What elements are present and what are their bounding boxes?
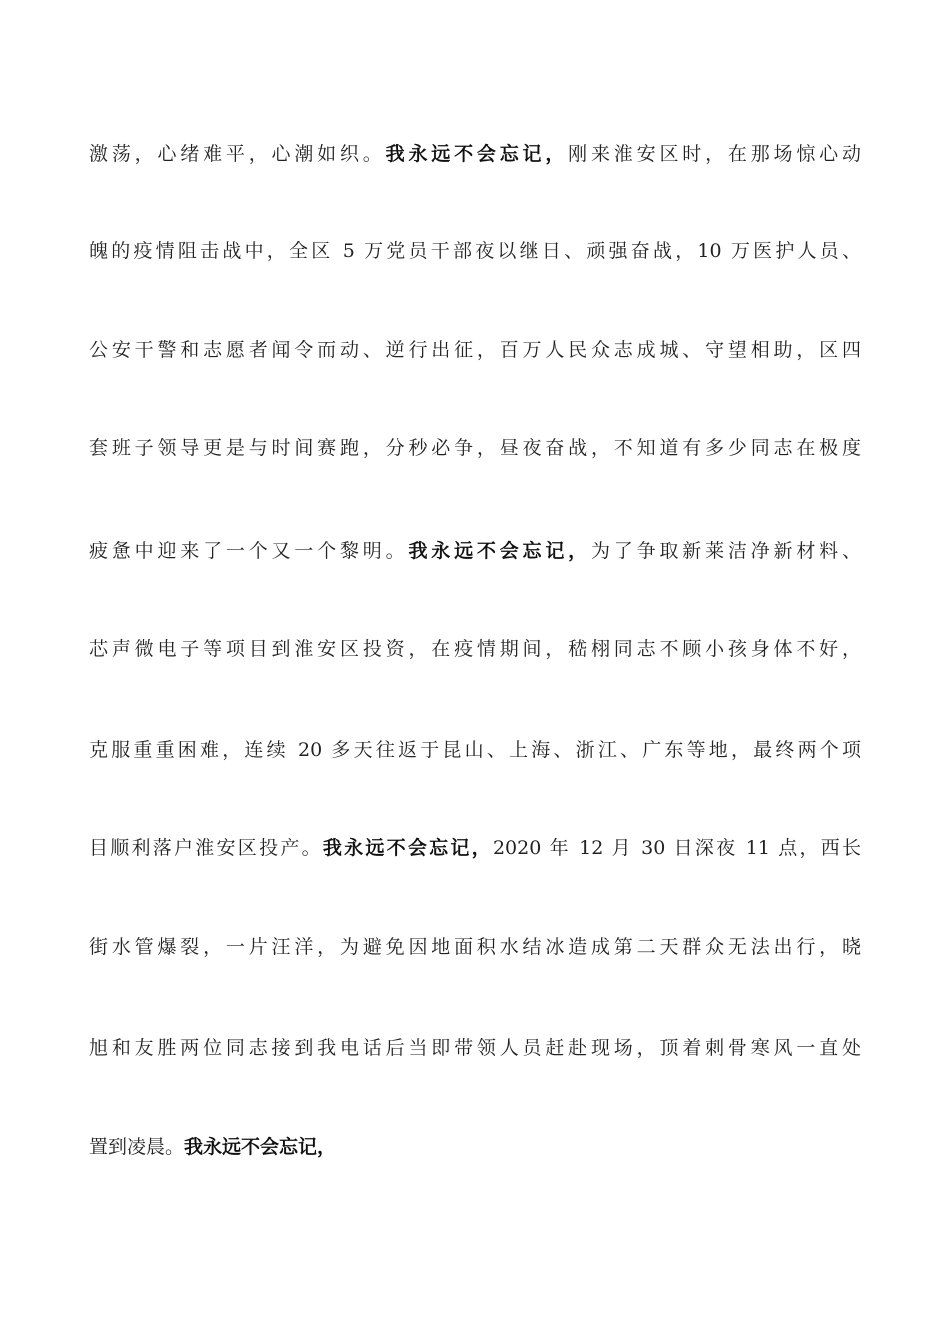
line-segment: 公安干警和志愿者闻令而动、逆行出征，百万人民众志成城、守望相助，区四 [89,339,861,361]
line-segment: 为了争取新莱洁净新材料、 [590,540,861,562]
text-line-4 [89,428,861,468]
line-segment: 套班子领导更是与时间赛跑，分秒必争，昼夜奋战，不知道有多少同志在极度 [89,437,861,459]
text-line-8 [89,828,861,868]
emphasis-phrase: 我永远不会忘记， [408,540,591,562]
line-segment: 疲惫中迎来了一个又一个黎明。 [89,540,409,562]
text-line-3 [89,330,861,370]
emphasis-phrase: 我永远不会忘记， [385,143,569,165]
line-segment: 魄的疫情阻击战中，全区 5 万党员干部夜以继日、顽强奋战，10 万医护人员、 [89,240,861,262]
line-segment: 激荡，心绪难平，心潮如织。 [89,143,386,165]
line-segment: 目顺利落户淮安区投产。 [89,837,323,859]
text-line-1 [89,134,861,174]
text-line-11 [89,1127,861,1167]
line-segment: 克服重重困难，连续 20 多天往返于昆山、上海、浙江、广东等地，最终两个项 [89,739,861,761]
text-line-5 [89,531,861,571]
emphasis-phrase: 我永远不会忘记， [322,837,493,859]
text-line-2 [89,231,861,271]
emphasis-phrase: 我永远不会忘记， [184,1136,337,1158]
line-segment: 旭和友胜两位同志接到我电话后当即带领人员赶赴现场，顶着刺骨寒风一直处 [89,1037,861,1059]
line-segment: 置到凌晨。 [89,1136,185,1158]
text-line-9 [89,927,861,967]
text-line-7 [89,730,861,770]
line-segment: 2020 年 12 月 30 日深夜 11 点，西长 [492,837,861,859]
text-line-10 [89,1028,861,1068]
text-line-6 [89,629,861,669]
line-segment: 刚来淮安区时，在那场惊心动 [568,143,861,165]
line-segment: 芯声微电子等项目到淮安区投资，在疫情期间，嵇栩同志不顾小孩身体不好， [89,638,861,660]
line-segment: 街水管爆裂，一片汪洋，为避免因地面积水结冰造成第二天群众无法出行，晓 [89,936,861,958]
